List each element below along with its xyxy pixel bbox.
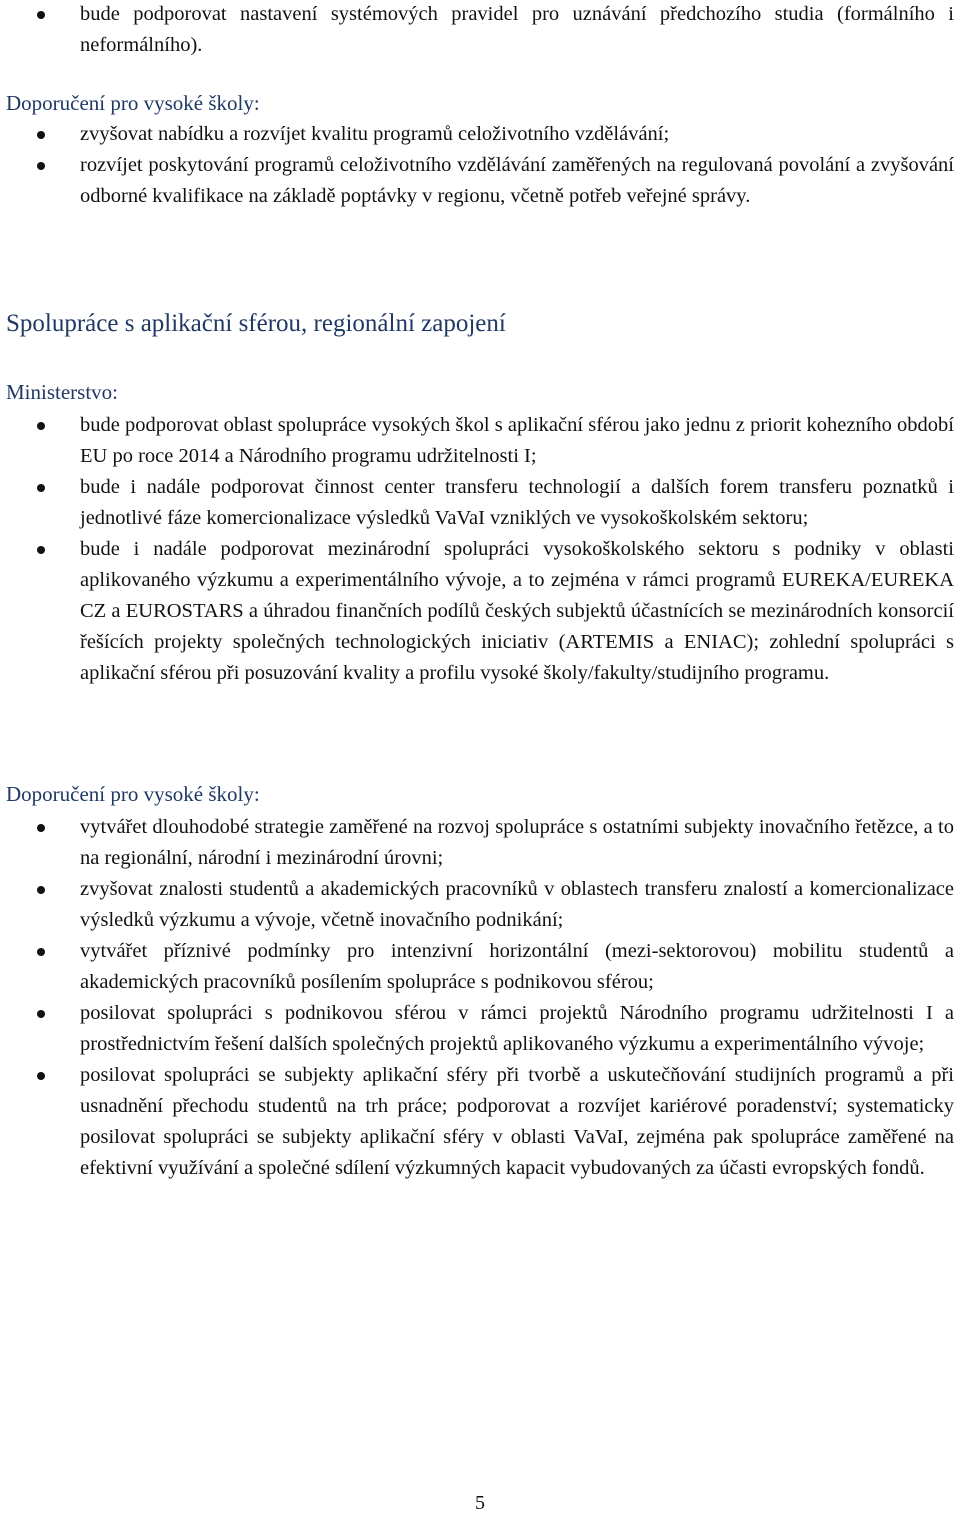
bullet-icon	[37, 824, 45, 832]
list-item	[0, 150, 958, 212]
ministry-list	[0, 410, 958, 689]
intro-list-block	[0, 0, 958, 61]
bullet-icon	[37, 422, 45, 430]
list-item-text: bude podporovat oblast spolupráce vysokých škol s aplikační sférou jako jednu z priorit kohezního období EU po roce 2014 a Národního programu udržitelnosti I;	[80, 414, 954, 467]
list-item	[0, 874, 958, 936]
page-number: 5	[475, 1492, 485, 1514]
list-item	[0, 998, 958, 1060]
section1-heading: Doporučení pro vysoké školy:	[6, 91, 260, 115]
bullet-icon	[37, 1010, 45, 1018]
list-item	[0, 0, 958, 61]
ministry-list-block	[0, 410, 958, 689]
list-item-text: rozvíjet poskytování programů celoživotního vzdělávání zaměřených na regulovaná povolání a zvyšování odborné kvalifikace na základě poptávky v regionu, včetně potřeb veřejné správy.	[80, 154, 954, 207]
list-item	[0, 812, 958, 874]
list-item	[0, 534, 958, 689]
section1-list	[0, 119, 958, 212]
list-item-text: bude podporovat nastavení systémových pravidel pro uznávání předchozího studia (formálního i neformálního).	[80, 3, 954, 56]
list-item	[0, 936, 958, 998]
recommendation-list-block	[0, 812, 958, 1184]
bullet-icon	[37, 948, 45, 956]
section1-list-block	[0, 119, 958, 212]
list-item-text: bude i nadále podporovat mezinárodní spolupráci vysokoškolského sektoru s podniky v oblasti aplikovaného výzkumu a experimentálního vývoje, a to zejména v rámci programů EUREKA/EUREKA CZ a EUROSTARS a úhradou finančních podílů českých subjektů účastnících se mezinárodních konsorcií řešících projekty společných technologických iniciativ (ARTEMIS a ENIAC); zohlední spolupráci s aplikační sférou při posuzování kvality a profilu vysoké školy/fakulty/studijního programu.	[80, 538, 954, 684]
list-item-text: bude i nadále podporovat činnost center transferu technologií a dalších forem transferu poznatků i jednotlivé fáze komercionalizace výsledků VaVaI vzniklých ve vysokoškolském sektoru;	[80, 476, 954, 529]
list-item	[0, 472, 958, 534]
list-item-text: posilovat spolupráci se subjekty aplikační sféry při tvorbě a uskutečňování studijních programů a při usnadnění přechodu studentů na trh práce; podporovat a rozvíjet kariérové poradenství; systematicky posilovat spolupráci se subjekty aplikační sféry v oblasti VaVaI, zejména pak spolupráce zaměřené na efektivní využívání a společné sdílení výzkumných kapacit vybudovaných za účasti evropských fondů.	[80, 1064, 954, 1179]
recommendation-heading: Doporučení pro vysoké školy:	[6, 782, 260, 806]
list-item-text: zvyšovat znalosti studentů a akademických pracovníků v oblastech transferu znalostí a komercionalizace výsledků výzkumu a vývoje, včetně inovačního podnikání;	[80, 878, 954, 931]
bullet-icon	[37, 11, 45, 19]
list-item-text: vytvářet příznivé podmínky pro intenzivní horizontální (mezi-sektorovou) mobilitu studentů a akademických pracovníků posílením spolupráce s podnikovou sférou;	[80, 940, 954, 993]
recommendation-list	[0, 812, 958, 1184]
ministry-heading: Ministerstvo:	[6, 380, 119, 404]
list-item-text: vytvářet dlouhodobé strategie zaměřené na rozvoj spolupráce s ostatními subjekty inovačního řetězce, a to na regionální, národní i mezinárodní úrovni;	[80, 816, 954, 869]
bullet-icon	[37, 484, 45, 492]
list-item	[0, 410, 958, 472]
list-item-text: posilovat spolupráci s podnikovou sférou v rámci projektů Národního programu udržitelnosti I a prostřednictvím řešení dalších společných projektů aplikovaného výzkumu a experimentálního vývoje;	[80, 1002, 954, 1055]
section2-title: Spolupráce s aplikační sférou, regionální zapojení	[6, 310, 506, 337]
intro-list	[0, 0, 958, 61]
bullet-icon	[37, 162, 45, 170]
list-item	[0, 119, 958, 150]
bullet-icon	[37, 886, 45, 894]
bullet-icon	[37, 546, 45, 554]
list-item	[0, 1060, 958, 1184]
bullet-icon	[37, 1072, 45, 1080]
list-item-text: zvyšovat nabídku a rozvíjet kvalitu programů celoživotního vzdělávání;	[80, 123, 670, 145]
bullet-icon	[37, 131, 45, 139]
